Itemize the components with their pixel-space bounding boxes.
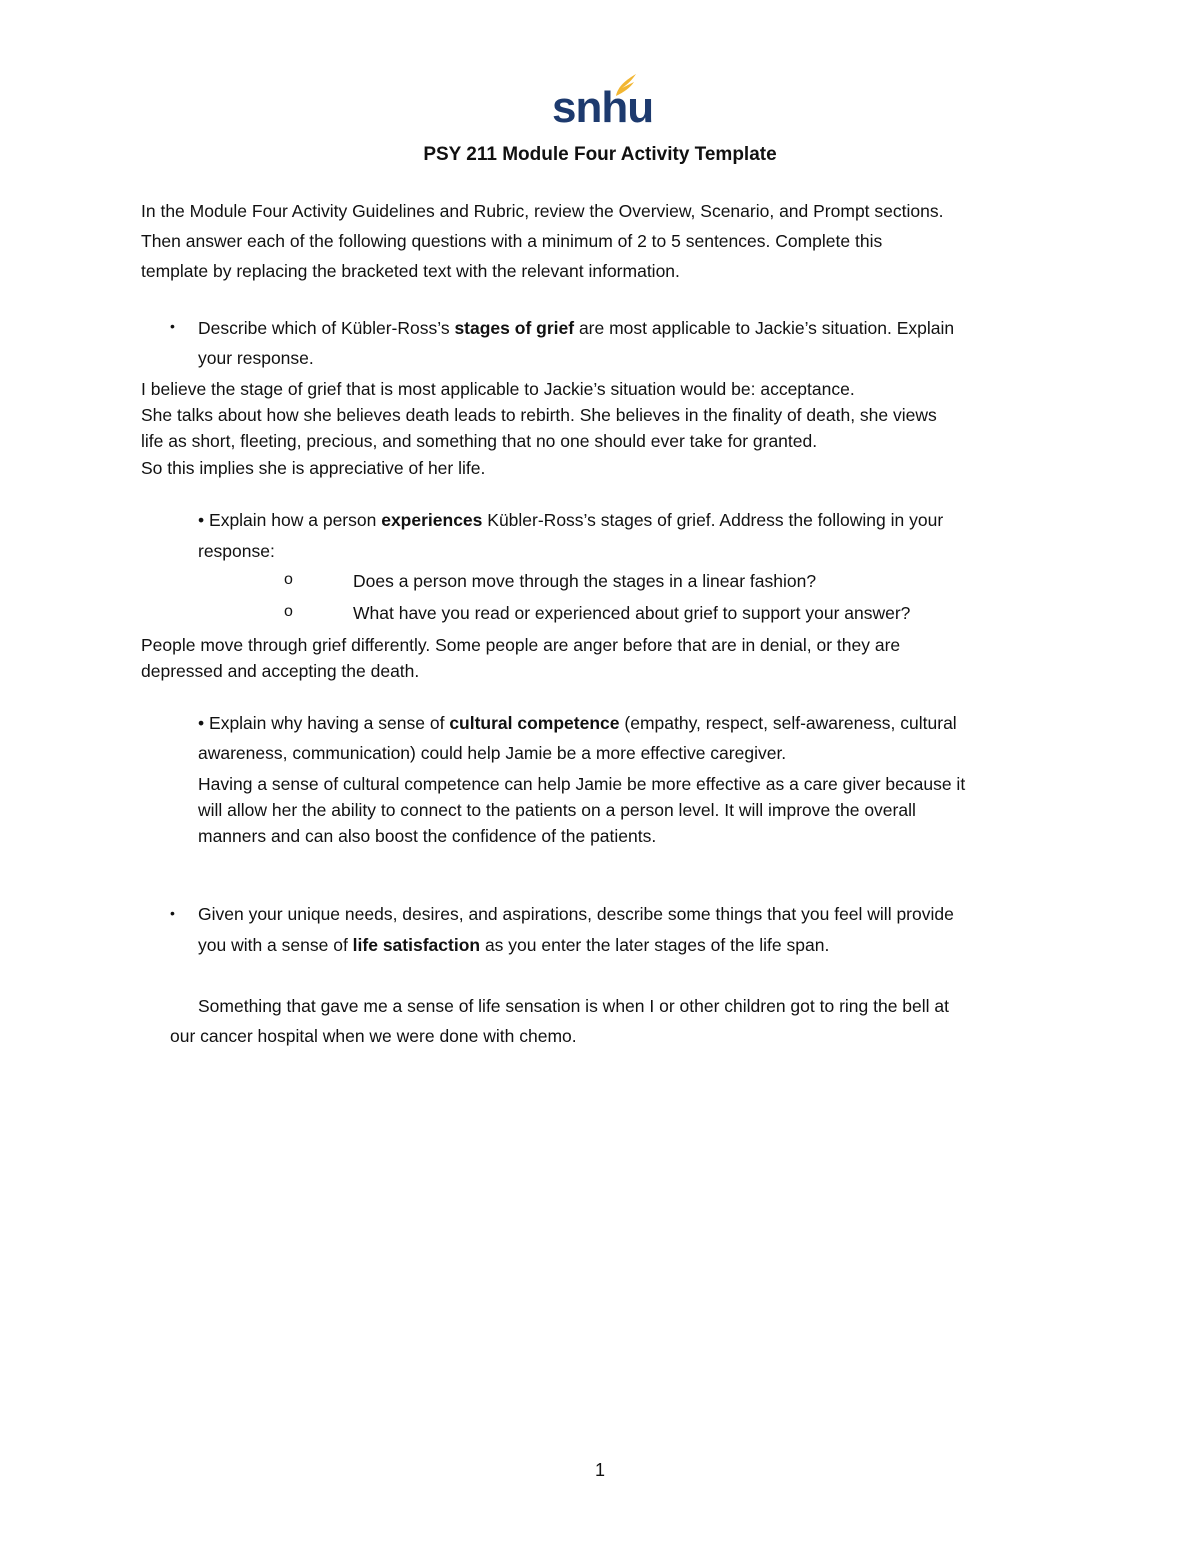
- bullet-icon: •: [170, 318, 175, 334]
- question-3-line-2: awareness, communication) could help Jamie be a more effective caregiver.: [198, 743, 787, 763]
- answer-line: life as short, fleeting, precious, and something that no one should ever take for granted.: [141, 431, 818, 451]
- intro-line: template by replacing the bracketed text with the relevant information.: [141, 261, 680, 281]
- answer-line: our cancer hospital when we were done with chemo.: [170, 1026, 577, 1046]
- page-title: PSY 211 Module Four Activity Template: [423, 144, 777, 165]
- question-text: Explain how a person: [209, 510, 382, 530]
- answer-line: Something that gave me a sense of life sensation is when I or other children got to ring the bell at: [198, 996, 949, 1016]
- answer-line: So this implies she is appreciative of her life.: [141, 458, 486, 478]
- sub-bullet-icon: o: [284, 603, 293, 620]
- question-text: (empathy, respect, self-awareness, cultural: [619, 713, 957, 733]
- question-text: Describe which of Kübler-Ross’s: [198, 318, 455, 338]
- question-text: you with a sense of: [198, 935, 353, 955]
- answer-line: depressed and accepting the death.: [141, 661, 420, 681]
- page-number: 1: [594, 1460, 605, 1480]
- snhu-logo: [552, 72, 654, 134]
- sub-question: What have you read or experienced about grief to support your answer?: [353, 603, 911, 623]
- question-emphasis: cultural competence: [449, 713, 620, 733]
- question-emphasis: experiences: [381, 510, 483, 530]
- answer-line: People move through grief differently. Some people are anger before that are in denial, or they are: [141, 635, 901, 655]
- question-text: Explain why having a sense of: [209, 713, 450, 733]
- question-text: Kübler-Ross’s stages of grief. Address the following in your: [482, 510, 944, 530]
- question-2: [198, 507, 943, 533]
- question-2-line-2: response:: [198, 541, 275, 561]
- intro-line: In the Module Four Activity Guidelines and Rubric, review the Overview, Scenario, and Prompt sections.: [141, 201, 944, 221]
- bullet-icon: •: [198, 713, 205, 733]
- intro-line: Then answer each of the following questions with a minimum of 2 to 5 sentences. Complete this: [141, 231, 883, 251]
- question-1: [198, 315, 954, 341]
- bullet-icon: •: [170, 905, 175, 921]
- question-text: as you enter the later stages of the life span.: [480, 935, 830, 955]
- answer-line: I believe the stage of grief that is most applicable to Jackie’s situation would be: acceptance.: [141, 379, 855, 399]
- question-emphasis: stages of grief: [454, 318, 575, 338]
- sub-bullet-icon: o: [284, 571, 293, 588]
- answer-line: will allow her the ability to connect to the patients on a person level. It will improve the overall: [198, 800, 916, 820]
- answer-line: manners and can also boost the confidence of the patients.: [198, 826, 657, 846]
- question-emphasis: life satisfaction: [352, 935, 481, 955]
- question-1-line-2: your response.: [198, 348, 314, 368]
- question-3: [198, 710, 957, 736]
- answer-line: Having a sense of cultural competence can help Jamie be more effective as a care giver because it: [198, 774, 966, 794]
- logo-text: snhu: [552, 83, 654, 132]
- question-4-line-2: [198, 932, 829, 958]
- sub-question: Does a person move through the stages in a linear fashion?: [353, 571, 817, 591]
- question-text: are most applicable to Jackie’s situation. Explain: [574, 318, 955, 338]
- answer-line: She talks about how she believes death leads to rebirth. She believes in the finality of death, she views: [141, 405, 937, 425]
- question-4: Given your unique needs, desires, and aspirations, describe some things that you feel will provide: [198, 904, 954, 924]
- bullet-icon: •: [198, 510, 205, 530]
